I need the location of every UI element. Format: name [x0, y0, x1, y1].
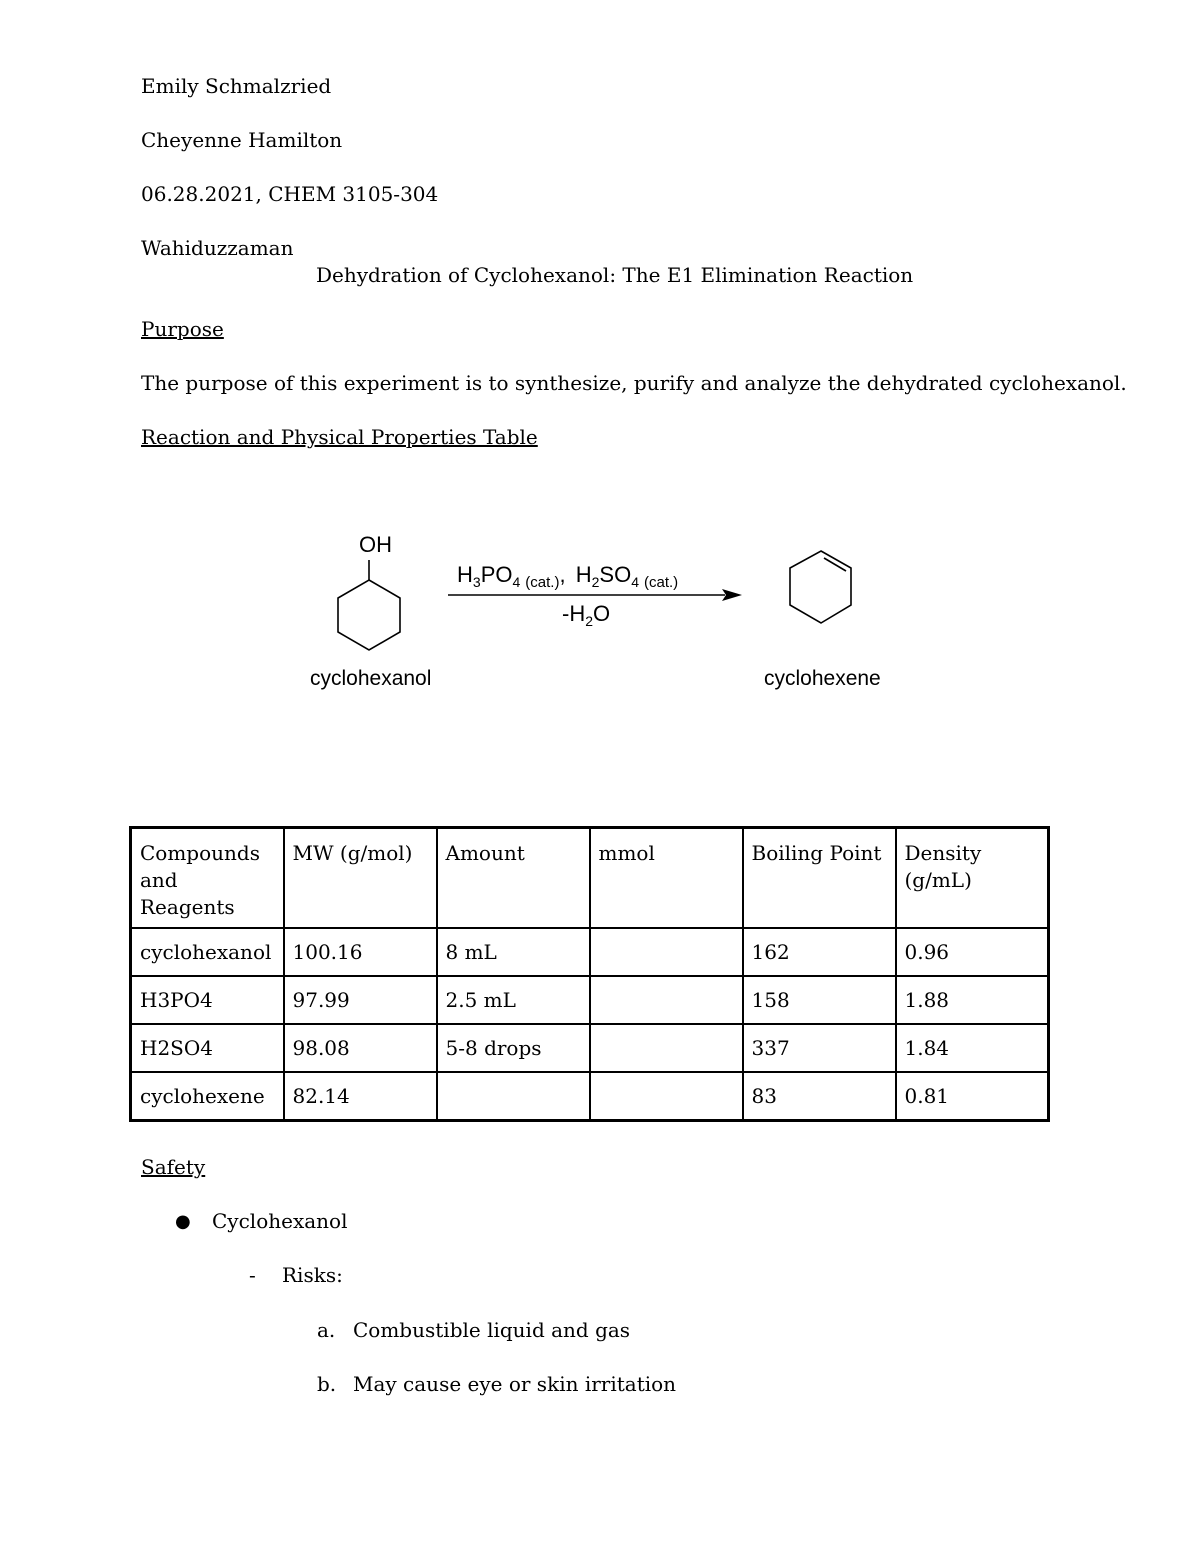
reaction-arrow [448, 589, 742, 601]
table-cell: H3PO4 [131, 976, 284, 1024]
table-cell: 337 [743, 1024, 896, 1072]
table-cell: 98.08 [284, 1024, 437, 1072]
risks-heading: Risks: [282, 1263, 343, 1287]
table-cell: 158 [743, 976, 896, 1024]
header-cell: Density (g/mL) [896, 828, 1049, 929]
safety-heading: Safety [141, 1155, 206, 1179]
cyclohexanol-structure [338, 560, 400, 650]
header-cell: Boiling Point [743, 828, 896, 929]
purpose-heading: Purpose [141, 317, 224, 341]
cyclohexene-structure [790, 551, 851, 623]
table-header-row [131, 828, 1049, 929]
bullet-icon: ● [175, 1211, 191, 1232]
table-cell: cyclohexanol [131, 928, 284, 976]
physical-properties-table [129, 826, 1050, 1122]
risk-item: Combustible liquid and gas [353, 1318, 631, 1342]
table-row [131, 1072, 1049, 1121]
author-2: Cheyenne Hamilton [141, 128, 343, 152]
header-cell: Amount [437, 828, 590, 929]
safety-item-cyclohexanol: Cyclohexanol [212, 1209, 348, 1233]
table-cell: cyclohexene [131, 1072, 284, 1121]
table-cell: 100.16 [284, 928, 437, 976]
table-cell [437, 1072, 590, 1121]
risk-marker: b. [317, 1372, 337, 1396]
product-label: cyclohexene [764, 667, 881, 690]
byproduct-text: $-H_2O$ [562, 601, 611, 629]
header-cell: Compounds and Reagents [131, 828, 284, 929]
reagents-text: $H_3PO_4$ (cat.), $H_2SO_4$ (cat.) [457, 562, 679, 591]
table-cell: H2SO4 [131, 1024, 284, 1072]
table-cell: 8 mL [437, 928, 590, 976]
instructor: Wahiduzzaman [141, 236, 294, 260]
reaction-heading: Reaction and Physical Properties Table [141, 425, 538, 449]
risk-marker: a. [317, 1318, 336, 1342]
table-cell: 82.14 [284, 1072, 437, 1121]
header-cell: mmol [590, 828, 743, 929]
table-cell [590, 976, 743, 1024]
dash-marker: - [249, 1263, 256, 1287]
table-cell: 97.99 [284, 976, 437, 1024]
document-title: Dehydration of Cyclohexanol: The E1 Elimination Reaction [316, 263, 914, 287]
table-row [131, 976, 1049, 1024]
table-cell: 162 [743, 928, 896, 976]
table-cell [590, 928, 743, 976]
table-cell: 0.81 [896, 1072, 1049, 1121]
purpose-text: The purpose of this experiment is to synthesize, purify and analyze the dehydrated cyclohexanol. [141, 371, 1127, 395]
hydroxyl-group: OH [359, 532, 392, 557]
risk-item: May cause eye or skin irritation [353, 1372, 677, 1396]
author-1: Emily Schmalzried [141, 74, 332, 98]
table-cell: 0.96 [896, 928, 1049, 976]
table-row [131, 1024, 1049, 1072]
table-cell: 5-8 drops [437, 1024, 590, 1072]
reaction-scheme [300, 520, 920, 700]
reactant-label: cyclohexanol [310, 667, 432, 690]
table-cell [590, 1072, 743, 1121]
table-cell: 2.5 mL [437, 976, 590, 1024]
date-course: 06.28.2021, CHEM 3105-304 [141, 182, 439, 206]
table-cell: 1.88 [896, 976, 1049, 1024]
table-cell: 83 [743, 1072, 896, 1121]
table-row [131, 928, 1049, 976]
header-cell: MW (g/mol) [284, 828, 437, 929]
table-cell [590, 1024, 743, 1072]
table-cell: 1.84 [896, 1024, 1049, 1072]
